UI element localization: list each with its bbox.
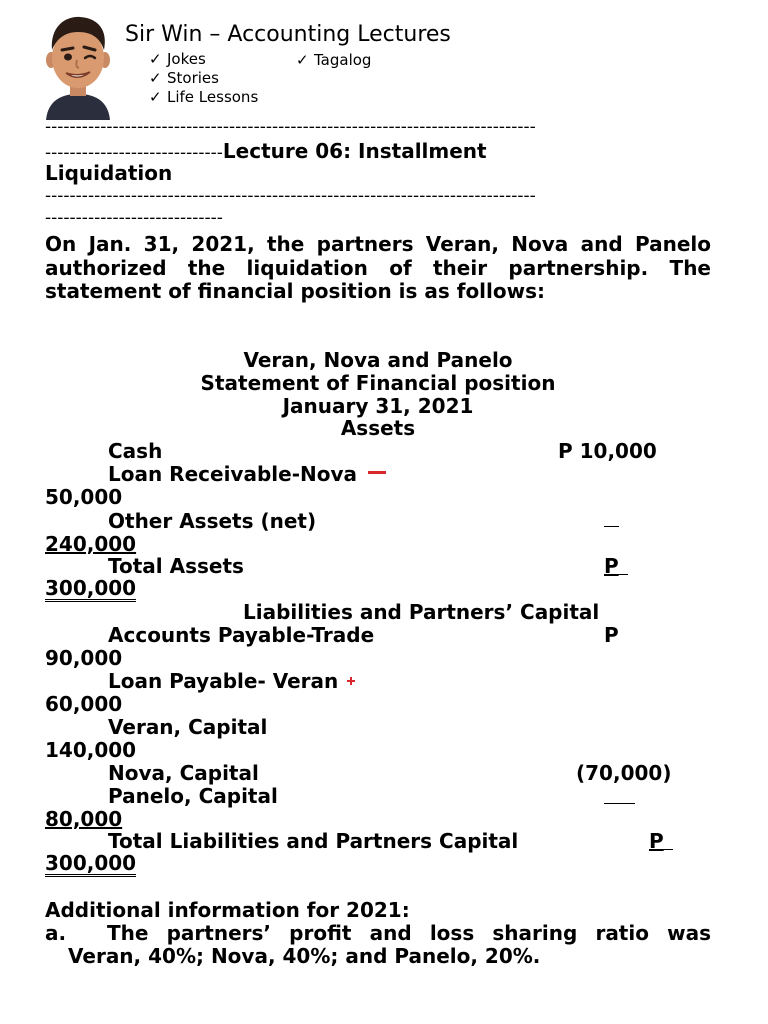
cash-label: Cash bbox=[108, 439, 163, 463]
check-icon: ✓ bbox=[149, 88, 162, 106]
intro-paragraph: On Jan. 31, 2021, the partners Veran, Nova and Panelo authorized the liquidation of their partnership. The statement of financial position is as follows: bbox=[45, 232, 711, 303]
panelo-capital-label: Panelo, Capital bbox=[108, 784, 278, 808]
loan-payable-label: Loan Payable- Veran bbox=[108, 669, 339, 693]
loan-receivable-amount: 50,000 bbox=[45, 485, 123, 509]
divider-line: -------------------------------------------------------------------------------- bbox=[45, 117, 536, 137]
statement-company: Veran, Nova and Panelo bbox=[243, 348, 513, 372]
item-a-marker: a. bbox=[45, 921, 67, 945]
veran-capital-amount: 140,000 bbox=[45, 738, 137, 762]
loan-payable-amount: 60,000 bbox=[45, 692, 123, 716]
check-icon: ✓ bbox=[149, 50, 162, 68]
author-avatar bbox=[42, 14, 114, 120]
loan-receivable-label: Loan Receivable-Nova bbox=[108, 462, 358, 486]
checklist-item-tagalog: ✓ Tagalog bbox=[296, 51, 372, 69]
divider-line: -------------------------------------------------------------------------------- bbox=[45, 186, 536, 206]
statement-date: January 31, 2021 bbox=[282, 394, 474, 418]
nova-capital-label: Nova, Capital bbox=[108, 761, 259, 785]
total-assets-label: Total Assets bbox=[108, 554, 244, 578]
assets-heading: Assets bbox=[340, 416, 416, 440]
liabilities-heading: Liabilities and Partners’ Capital bbox=[243, 600, 600, 624]
item-a-line2: Veran, 40%; Nova, 40%; and Panelo, 20%. bbox=[68, 944, 541, 968]
checklist-item-life-lessons: ✓ Life Lessons bbox=[149, 88, 259, 106]
underline-mark bbox=[617, 574, 628, 575]
annotation-mark bbox=[368, 471, 386, 474]
cash-amount: P 10,000 bbox=[558, 439, 657, 463]
lecture-title: Lecture 06: Installment bbox=[222, 139, 487, 163]
other-assets-label: Other Assets (net) bbox=[108, 509, 317, 533]
veran-capital-label: Veran, Capital bbox=[108, 715, 268, 739]
accounts-payable-peso: P bbox=[604, 623, 619, 647]
divider-line-end: ----------------------------- bbox=[45, 208, 223, 228]
total-assets-amount: 300,000 bbox=[45, 576, 137, 600]
annotation-mark bbox=[350, 677, 352, 685]
statement-name: Statement of Financial position bbox=[200, 371, 556, 395]
item-a-line1: The partners’ profit and loss sharing ratio was bbox=[107, 921, 711, 945]
accounts-payable-amount: 90,000 bbox=[45, 646, 123, 670]
checklist-item-jokes: ✓ Jokes bbox=[149, 50, 206, 68]
check-icon: ✓ bbox=[296, 51, 309, 69]
underline-mark bbox=[662, 849, 673, 850]
other-assets-amount: 240,000 bbox=[45, 532, 137, 556]
nova-capital-amount: (70,000) bbox=[576, 761, 672, 785]
check-icon: ✓ bbox=[149, 69, 162, 87]
accounts-payable-label: Accounts Payable-Trade bbox=[108, 623, 375, 647]
additional-heading: Additional information for 2021: bbox=[45, 898, 410, 922]
channel-title: Sir Win – Accounting Lectures bbox=[125, 22, 451, 47]
panelo-capital-amount: 80,000 bbox=[45, 807, 123, 831]
total-assets-peso: P bbox=[604, 554, 619, 578]
lecture-title-line: -----------------------------Lecture 06: Installment bbox=[45, 139, 487, 163]
underline-mark bbox=[604, 803, 635, 804]
total-liabilities-peso: P bbox=[649, 829, 664, 853]
checklist-item-stories: ✓ Stories bbox=[149, 69, 219, 87]
total-liabilities-label: Total Liabilities and Partners Capital bbox=[108, 829, 519, 853]
lecture-title-cont: Liquidation bbox=[45, 161, 173, 185]
underline-mark bbox=[604, 526, 619, 527]
total-liabilities-amount: 300,000 bbox=[45, 851, 137, 875]
